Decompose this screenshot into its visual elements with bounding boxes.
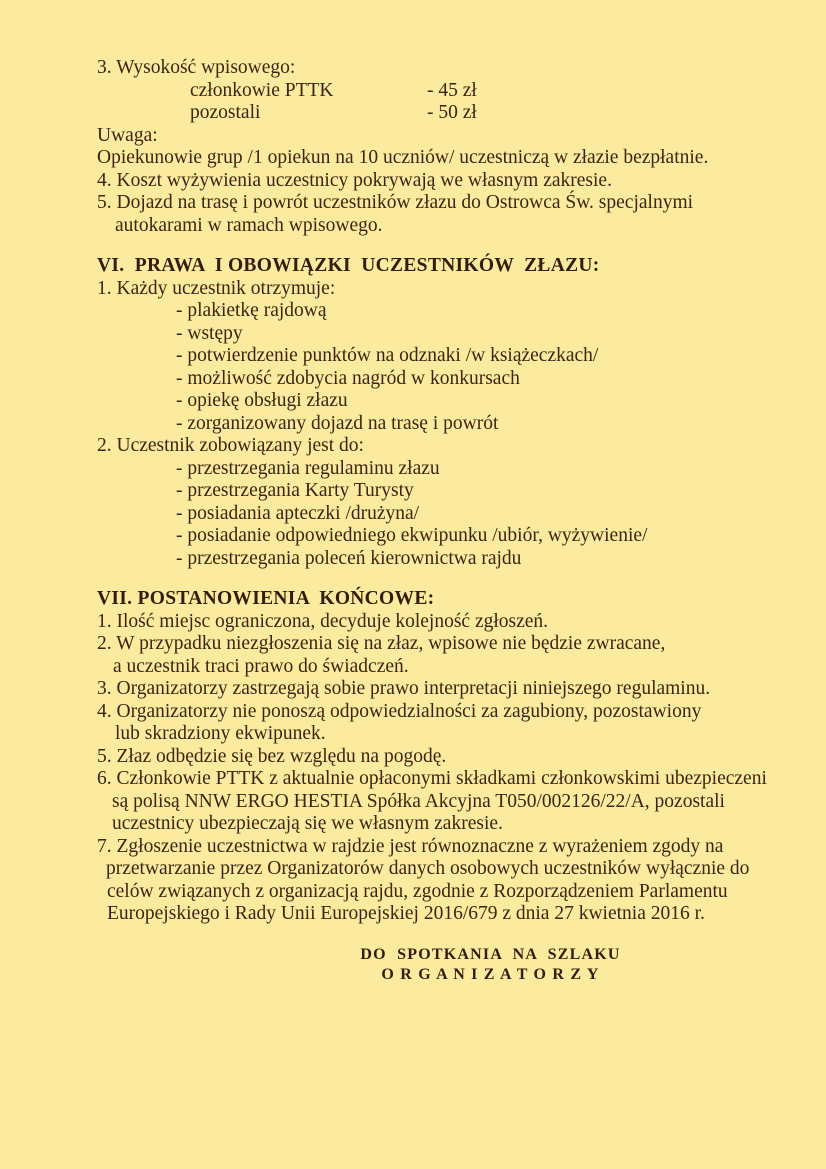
fee-rows [97,80,816,125]
bullet-line: - zorganizowany dojazd na trasę i powrót [176,412,499,434]
text-line: uczestnicy ubezpieczają się we własnym zakresie. [112,813,503,834]
text-line: przetwarzanie przez Organizatorów danych osobowych uczestników wyłącznie do [106,858,750,879]
text-line: lub skradziony ekwipunek. [115,723,326,744]
text-line: 4. Koszt wyżywienia uczestnicy pokrywają we własnym zakresie. [97,169,612,191]
bullet-line: - przestrzegania Karty Turysty [176,480,414,501]
text-line: 4. Organizatorzy nie ponoszą odpowiedzialności za zagubiony, pozostawiony [97,700,702,722]
vi-item1-bullet-list [97,300,816,435]
fee-note-label: Uwaga: [97,124,158,146]
text-line: 5. Złaz odbędzie się bez względu na pogodę. [97,745,447,767]
closing-block [165,945,816,985]
vi-item1-title: 1. Każdy uczestnik otrzymuje: [97,277,336,299]
text-line: 3. Organizatorzy zastrzegają sobie prawo interpretacji niniejszego regulaminu. [97,678,711,699]
bullet-line: - przestrzegania poleceń kierownictwa rajdu [176,547,522,569]
bullet-line: - wstępy [176,322,243,344]
vii-item-list [97,611,816,926]
fee-amount: - 45 zł [427,79,477,101]
text-line: 2. W przypadku niezgłoszenia się na złaz, wpisowe nie będzie zwracane, [97,633,666,654]
bullet-line: - potwierdzenie punktów na odznaki /w książeczkach/ [176,345,599,366]
bullet-line: - plakietkę rajdową [176,300,327,321]
bullet-line: - przestrzegania regulaminu złazu [176,457,440,479]
text-line: 1. Ilość miejsc ograniczona, decyduje kolejność zgłoszeń. [97,610,549,632]
fee-note-text: Opiekunowie grup /1 opiekun na 10 uczniów/ uczestniczą w złazie bezpłatnie. [97,147,709,168]
fee-amount: - 50 zł [427,102,477,123]
bullet-line: - posiadania apteczki /drużyna/ [176,502,420,524]
bullet-line: - możliwość zdobycia nagród w konkursach [176,367,520,389]
fee-label: członkowie PTTK [190,79,334,101]
section-vi-heading: VI. PRAWA I OBOWIĄZKI UCZESTNIKÓW ZŁAZU: [97,255,600,276]
fee-label: pozostali [190,102,261,123]
fee-row [97,80,816,103]
section-gap [97,237,816,255]
fee-extra-items [97,170,816,238]
vi-item2-bullet-list [97,458,816,571]
closing-gap [97,926,816,945]
text-line: 7. Zgłoszenie uczestnictwa w rajdzie jest równoznaczne z wyrażeniem zgody na [97,835,724,857]
bullet-line: - opiekę obsługi złazu [176,390,348,411]
closing-line-farewell: DO SPOTKANIA NA SZLAKU [360,945,621,963]
section-vii-heading: VII. POSTANOWIENIA KOŃCOWE: [97,588,435,609]
fee-row [97,102,816,125]
section-gap [97,570,816,588]
vi-item2-title: 2. Uczestnik zobowiązany jest do: [97,435,364,456]
text-line: 6. Członkowie PTTK z aktualnie opłaconymi składkami członkowskimi ubezpieczeni [97,768,767,789]
text-line: 5. Dojazd na trasę i powrót uczestników złazu do Ostrowca Św. specjalnymi [97,192,694,213]
text-line: a uczestnik traci prawo do świadczeń. [113,655,409,677]
text-line: są polisą NNW ERGO HESTIA Spółka Akcyjna T050/002126/22/A, pozostali [112,790,725,812]
text-line: Europejskiego i Rady Unii Europejskiej 2016/679 z dnia 27 kwietnia 2016 r. [107,903,705,924]
text-line: autokarami w ramach wpisowego. [115,214,383,236]
bullet-line: - posiadanie odpowiedniego ekwipunku /ubiór, wyżywienie/ [176,525,648,546]
fee-section-title: 3. Wysokość wpisowego: [97,57,296,78]
text-line: celów związanych z organizacją rajdu, zgodnie z Rozporządzeniem Parlamentu [107,880,728,902]
closing-line-organizers: O R G A N I Z A T O R Z Y [381,965,600,983]
